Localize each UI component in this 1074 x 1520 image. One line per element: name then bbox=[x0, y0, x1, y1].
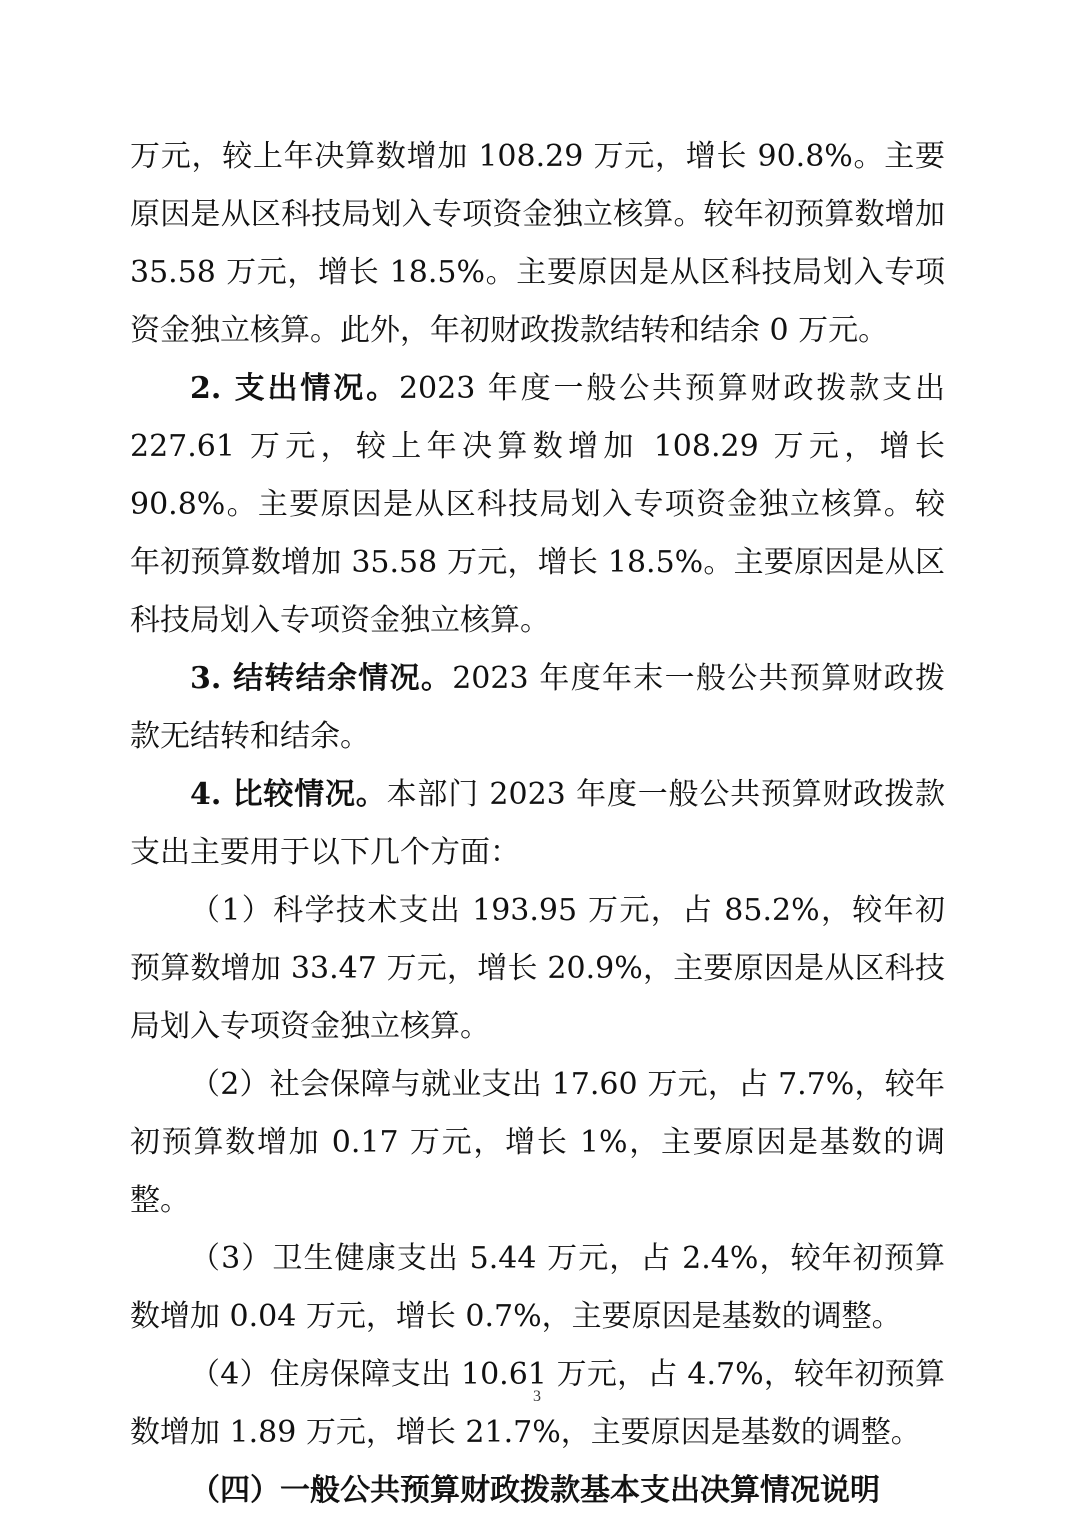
paragraph-text: 本部门 2023 年度一般公共预算财政拨款支出主要用于以下几个方面： bbox=[130, 777, 945, 870]
body-text bbox=[130, 128, 945, 1520]
paragraph-carryover bbox=[130, 650, 945, 766]
list-item-text: （1）科学技术支出 193.95 万元，占 85.2%，较年初预算数增加 33.47 万元，增长 20.9%，主要原因是从区科技局划入专项资金独立核算。 bbox=[130, 893, 945, 1044]
paragraph-comparison bbox=[130, 766, 945, 882]
paragraph-title: 4. 比较情况。 bbox=[190, 777, 387, 812]
paragraph-title: 2. 支出情况。 bbox=[190, 371, 399, 406]
paragraph-expenditure bbox=[130, 360, 945, 650]
list-item-health bbox=[130, 1230, 945, 1346]
list-item-text: （2）社会保障与就业支出 17.60 万元，占 7.7%，较年初预算数增加 0.17 万元，增长 1%，主要原因是基数的调整。 bbox=[130, 1067, 945, 1218]
section-heading: （四）一般公共预算财政拨款基本支出决算情况说明 bbox=[190, 1473, 880, 1508]
paragraph-revenue-continued bbox=[130, 128, 945, 360]
page-number: 3 bbox=[533, 1388, 541, 1405]
paragraph-text: 2023 年度一般公共预算财政拨款支出 227.61 万元，较上年决算数增加 108.29 万元，增长 90.8%。主要原因是从区科技局划入专项资金独立核算。较年初预算数增加 35.58 万元，增长 18.5%。主要原因是从区科技局划入专项资金独立核算。 bbox=[130, 371, 945, 638]
list-item-science-tech bbox=[130, 882, 945, 1056]
list-item-text: （4）住房保障支出 10.61 万元，占 4.7%，较年初预算数增加 1.89 万元，增长 21.7%，主要原因是基数的调整。 bbox=[130, 1357, 945, 1450]
paragraph-text: 2023 年度年末一般公共预算财政拨款无结转和结余。 bbox=[130, 661, 945, 754]
list-item-social-security bbox=[130, 1056, 945, 1230]
list-item-text: （3）卫生健康支出 5.44 万元，占 2.4%，较年初预算数增加 0.04 万元，增长 0.7%，主要原因是基数的调整。 bbox=[130, 1241, 945, 1334]
paragraph-title: 3. 结转结余情况。 bbox=[190, 661, 453, 696]
paragraph-text: 万元，较上年决算数增加 108.29 万元，增长 90.8%。主要原因是从区科技局划入专项资金独立核算。较年初预算数增加 35.58 万元，增长 18.5%。主要原因是从区科技局划入专项资金独立核算。此外，年初财政拨款结转和结余 0 万元。 bbox=[130, 139, 945, 348]
